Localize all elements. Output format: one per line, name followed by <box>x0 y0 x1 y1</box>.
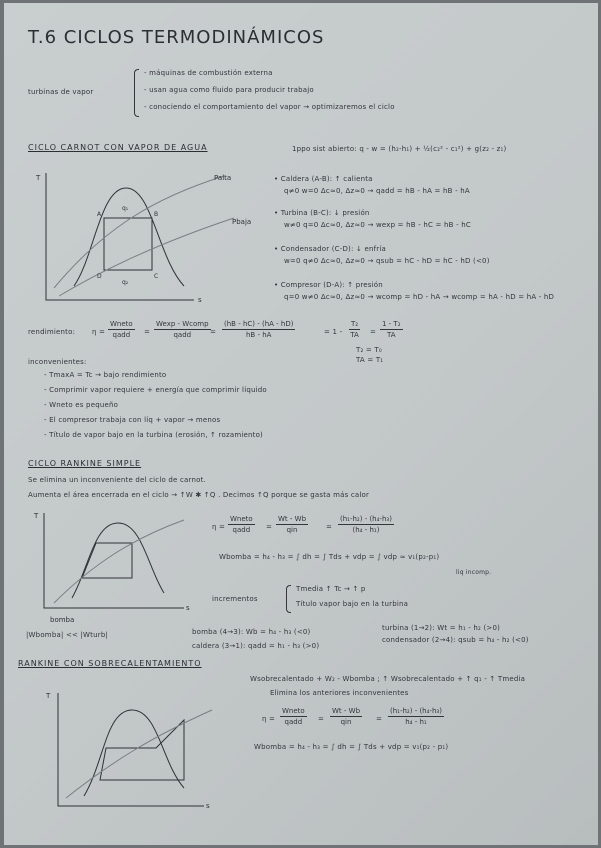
y-axis-label: T <box>36 174 41 182</box>
process-detail: w=0 q≠0 Δc≈0, Δz≈0 → qsub = hC - hD = hC - hD (<0) <box>284 257 490 265</box>
eta-symbol: η = <box>262 715 276 723</box>
temp-relation: T₂ = T₀ <box>356 346 382 354</box>
drawback-item: - Título de vapor bajo en la turbina (erosión, ↑ rozamiento) <box>44 431 263 439</box>
improve-brace <box>286 585 291 613</box>
x-axis-label: s <box>206 802 210 810</box>
drawback-item: - Wneto es pequeño <box>44 401 119 409</box>
heat-in-label: q₁ <box>122 205 129 212</box>
efficiency-label: rendimiento: <box>28 328 76 336</box>
efficiency-fraction: $\frac{\text{T₂}}{TA}$ <box>350 320 359 339</box>
improve-item: Tmedia ↑ Tc → ↑ p <box>296 585 366 593</box>
efficiency-fraction: $\frac{\text{1 - T₂}}{TA}$ <box>382 320 401 339</box>
point-label: C <box>154 273 159 280</box>
carnot-heading: CICLO CARNOT CON VAPOR DE AGUA <box>28 143 208 152</box>
carnot-axes <box>46 173 194 300</box>
intro-item: - conociendo el comportamiento del vapor → optimizaremos el ciclo <box>144 103 395 111</box>
component-eq: caldera (3→1): qadd = h₁ - h₃ (>0) <box>192 642 320 650</box>
efficiency-fraction: $\frac{(hB - hC) - (hA - hD)}{hB - hA}$ <box>224 320 294 339</box>
efficiency-fraction: Wneto qadd <box>230 515 253 534</box>
liquid-note: liq incomp. <box>456 569 492 576</box>
x-axis-label: s <box>198 296 202 304</box>
process-detail: w≠0 q=0 Δc≈0, Δz≈0 → wexp = hB - hC = hB - hC <box>284 221 471 229</box>
rankine-text: Aumenta el área encerrada en el ciclo → ↑W ✱ ↑Q . Decimos ↑Q porque se gasta más calor <box>28 491 370 499</box>
saturation-dome <box>84 710 184 796</box>
equals-sign: = <box>370 328 377 336</box>
point-label: D <box>97 273 102 280</box>
improve-item: Título vapor bajo en la turbina <box>296 600 409 608</box>
isobar-high <box>54 176 224 288</box>
point-label: B <box>154 211 159 218</box>
process-title: • Caldera (A-B): ↑ calienta <box>274 175 373 183</box>
drawbacks-title: inconvenientes: <box>28 358 87 366</box>
intro-item: - máquinas de combustión externa <box>144 69 273 77</box>
efficiency-fraction: $\frac{\text{(h₁-h₂) - (h₄-h₃)}}{\text{(h₄ - h₁)}}$ <box>340 515 392 534</box>
pump-label: bomba <box>50 616 75 624</box>
carnot-ts-diagram <box>34 168 264 308</box>
page-title: T.6 CICLOS TERMODINÁMICOS <box>28 27 325 48</box>
isobar <box>66 710 212 798</box>
rankine-text: Se elimina un inconveniente del ciclo de carnot. <box>28 476 206 484</box>
pump-work-eq: Wbomba = h₄ - h₃ = ∫ dh = ∫ Tds + vdp = v₁(p₂ - p₁) <box>254 743 449 751</box>
x-axis-label: s <box>186 604 190 612</box>
intro-brace <box>134 69 139 117</box>
intro-item: - usan agua como fluido para producir trabajo <box>144 86 314 94</box>
equals-sign: = <box>376 715 383 723</box>
y-axis-label: T <box>34 512 39 520</box>
curve-label-low: Pbaja <box>232 218 252 226</box>
efficiency-fraction: Wneto qadd <box>110 320 133 339</box>
rankine-cycle <box>82 543 132 578</box>
reheat-heading: RANKINE CON SOBRECALENTAMIENTO <box>18 659 202 668</box>
reheat-ts-diagram <box>44 688 224 818</box>
curve-label-high: Palta <box>214 174 232 182</box>
eta-symbol: η = <box>92 328 106 336</box>
eta-symbol: η = <box>212 523 226 531</box>
process-detail: q≠0 w=0 Δc≈0, Δz≈0 → qadd = hB - hA = hB - hA <box>284 187 470 195</box>
rankine-axes <box>44 513 184 608</box>
equals-sign: = <box>326 523 333 531</box>
component-eq: bomba (4→3): Wb = h₄ - h₃ (<0) <box>192 628 311 636</box>
component-eq: condensador (2→4): qsub = h₄ - h₂ (<0) <box>382 636 529 644</box>
efficiency-fraction: Wneto qadd <box>282 707 305 726</box>
pump-note: |Wbomba| << |Wturb| <box>26 631 109 639</box>
drawback-item: - El compresor trabaja con líq + vapor → menos <box>44 416 221 424</box>
intro-label: turbinas de vapor <box>28 88 94 96</box>
reheat-text: Elimina los anteriores inconvenientes <box>270 689 409 697</box>
notes-page <box>4 3 598 845</box>
reheat-text: Wsobrecalentado + W₂ - Wbomba ; ↑ Wsobrecalentado + ↑ q₁ - ↑ Tmedia <box>250 675 526 683</box>
efficiency-fraction: Wexp - Wcomp qadd <box>156 320 209 339</box>
open-system-eq: 1ppo sist abierto: q - w = (h₂-h₁) + ½(c₂² - c₁²) + g(z₂ - z₁) <box>292 145 507 153</box>
improve-label: incrementos <box>212 595 258 603</box>
isobar <box>54 520 184 603</box>
drawback-item: - TmaxA = Tc → bajo rendimiento <box>44 371 167 379</box>
heat-out-label: q₂ <box>122 279 129 286</box>
component-eq: turbina (1→2): Wt = h₁ - h₂ (>0) <box>382 624 501 632</box>
equals-sign: = <box>144 328 151 336</box>
isobar-low <box>59 218 234 296</box>
process-detail: q=0 w≠0 Δc≈0, Δz≈0 → wcomp = hD - hA → wcomp = hA - hD = hA - hD <box>284 293 555 301</box>
equals-sign: = <box>318 715 325 723</box>
efficiency-fraction: $\frac{\text{(h₁-h₂) - (h₄-h₃)}}{\text{h₄ - h₁}}$ <box>390 707 442 726</box>
temp-relation: TA = T₁ <box>356 356 384 364</box>
process-title: • Turbina (B-C): ↓ presión <box>274 209 370 217</box>
saturation-dome <box>74 188 184 286</box>
rankine-ts-diagram <box>34 508 204 628</box>
efficiency-fraction: Wt - Wb qin <box>278 515 307 534</box>
efficiency-fraction: Wt - Wb qin <box>332 707 361 726</box>
pump-work-eq: Wbomba = h₄ - h₃ = ∫ dh = ∫ Tds + vdp = ∫ vdp ≈ v₁(p₂-p₁) <box>219 553 440 561</box>
carnot-equals: = 1 - <box>324 328 343 336</box>
drawback-item: - Comprimir vapor requiere + energía que comprimir líquido <box>44 386 267 394</box>
process-title: • Compresor (D-A): ↑ presión <box>274 281 383 289</box>
process-title: • Condensador (C-D): ↓ enfría <box>274 245 386 253</box>
y-axis-label: T <box>46 692 51 700</box>
point-label: A <box>97 211 102 218</box>
equals-sign: = <box>210 328 217 336</box>
carnot-cycle <box>104 218 152 270</box>
rankine-heading: CICLO RANKINE SIMPLE <box>28 459 142 468</box>
equals-sign: = <box>266 523 273 531</box>
